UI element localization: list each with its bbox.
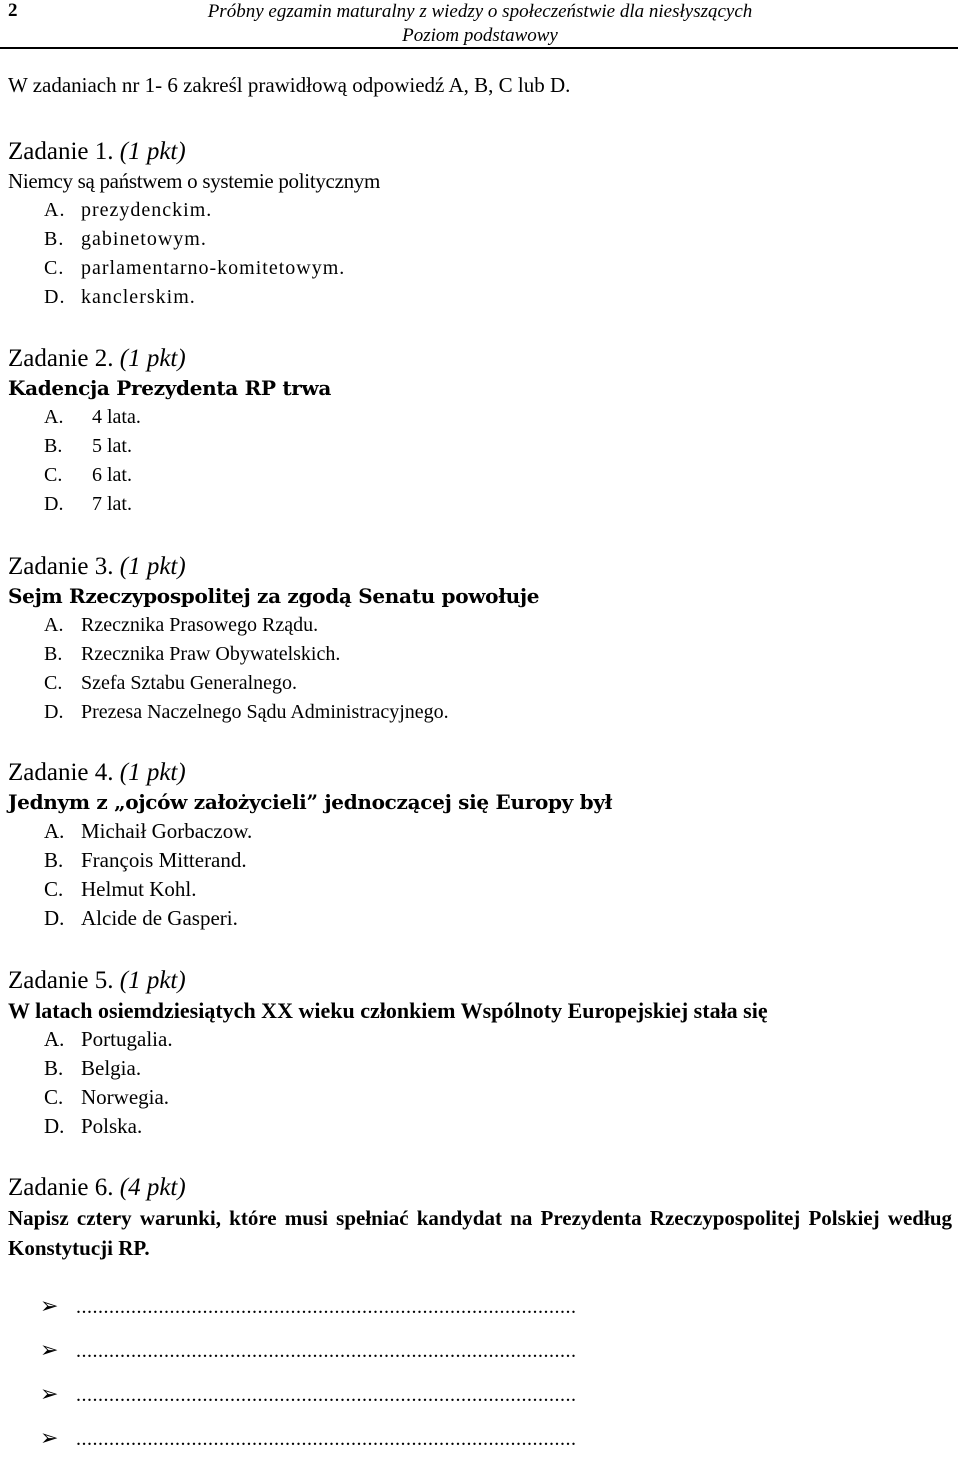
instruction: W zadaniach nr 1- 6 zakreśl prawidłową odpowiedź A, B, C lub D. [8,73,571,97]
task-2 [8,344,331,519]
task-title: Zadanie 1. [8,138,114,165]
task-heading [8,966,768,996]
option-letter: C. [44,464,63,486]
option-text: Portugalia. [81,1027,173,1051]
page-header [0,0,960,48]
arrowhead-bullet-icon: ➢ [40,1425,59,1450]
answer-dots[interactable]: ........................................................................................... [76,1384,577,1406]
option-text: 6 lat. [92,464,132,486]
task-title: Zadanie 5. [8,967,114,994]
arrowhead-bullet-icon: ➢ [40,1337,59,1362]
option-text: 7 lat. [92,493,132,515]
option-text: Rzecznika Prasowego Rządu. [81,614,319,636]
header-title-line2: Poziom podstawowy [402,25,558,46]
option-letter: D. [44,1114,65,1138]
task-question: Kadencja Prezydenta RP trwa [8,376,332,400]
option-d[interactable] [8,1112,768,1141]
option-letter: B. [44,228,65,250]
option-d[interactable] [8,283,380,312]
option-letter: A. [44,1027,65,1051]
option-d[interactable] [8,698,539,727]
task-heading [8,1173,952,1203]
task-heading [8,344,331,374]
option-letter: A. [44,406,64,428]
option-letter: D. [44,906,65,930]
option-d[interactable] [8,490,331,519]
answer-dots[interactable]: ........................................................................................... [76,1428,577,1450]
page-number: 2 [8,0,18,21]
option-text: 4 lata. [92,406,141,428]
option-d[interactable] [8,904,612,933]
option-text: 5 lat. [92,435,132,457]
task-points: (1 pkt) [119,759,186,786]
option-text: Alcide de Gasperi. [81,906,238,930]
option-letter: C. [44,257,65,279]
option-text: Belgia. [81,1056,142,1080]
option-text: Michaił Gorbaczow. [81,819,253,843]
option-text: Polska. [81,1114,143,1138]
option-c[interactable] [8,254,380,283]
task-4 [8,758,612,933]
header-rule [0,47,958,49]
option-text: prezydenckim. [81,199,213,221]
option-letter: A. [44,614,64,636]
option-a[interactable] [8,1025,768,1054]
option-text: parlamentarno-komitetowym. [81,257,346,279]
task-question: Niemcy są państwem o systemie politycznym [8,169,381,193]
header-title-line1: Próbny egzamin maturalny z wiedzy o społeczeństwie dla niesłyszących [207,1,753,22]
task-1 [8,137,380,312]
answer-dots[interactable]: ........................................................................................... [76,1340,577,1362]
answer-dots[interactable]: ........................................................................................... [76,1296,577,1318]
option-letter: B. [44,435,63,457]
option-letter: A. [44,819,65,843]
task-points: (1 pkt) [119,138,186,165]
arrowhead-bullet-icon: ➢ [40,1381,59,1406]
task-5 [8,966,768,1141]
option-c[interactable] [8,461,331,490]
task-title: Zadanie 2. [8,345,114,372]
task-question: W latach osiemdziesiątych XX wieku członkiem Wspólnoty Europejskiej stała się [8,998,768,1023]
task-title: Zadanie 4. [8,759,114,786]
task-points: (1 pkt) [119,553,186,580]
task-question: Sejm Rzeczypospolitej za zgodą Senatu powołuje [8,584,540,608]
option-text: gabinetowym. [81,228,207,250]
task-title: Zadanie 6. [8,1174,114,1201]
option-b[interactable] [8,640,539,669]
task-points: (1 pkt) [119,345,186,372]
task-question: Napisz cztery warunki, które musi spełniać kandydat na Prezydenta Rzeczypospolitej Polskiej według Konstytucji RP. [8,1206,952,1260]
answer-line-2[interactable] [40,1337,577,1381]
option-text: Szefa Sztabu Generalnego. [81,672,298,694]
answer-line-4[interactable] [40,1425,577,1469]
option-b[interactable] [8,1054,768,1083]
option-letter: D. [44,286,66,308]
task-heading [8,552,539,582]
option-letter: C. [44,1085,64,1109]
option-c[interactable] [8,669,539,698]
option-b[interactable] [8,225,380,254]
option-a[interactable] [8,817,612,846]
option-letter: D. [44,701,64,723]
task-points: (1 pkt) [119,967,186,994]
answer-list [40,1293,577,1469]
option-c[interactable] [8,1083,768,1112]
option-letter: A. [44,199,66,221]
task-question: Jednym z „ojców założycieli” jednoczącej się Europy był [8,790,613,814]
option-c[interactable] [8,875,612,904]
option-text: François Mitterand. [81,848,247,872]
answer-line-1[interactable] [40,1293,577,1337]
option-text: Prezesa Naczelnego Sądu Administracyjnego. [81,701,449,723]
task-3 [8,552,539,727]
option-a[interactable] [8,196,380,225]
option-text: Rzecznika Praw Obywatelskich. [81,643,341,665]
option-letter: B. [44,848,64,872]
option-letter: C. [44,672,63,694]
option-a[interactable] [8,403,331,432]
option-b[interactable] [8,846,612,875]
option-b[interactable] [8,432,331,461]
option-text: Helmut Kohl. [81,877,197,901]
task-points: (4 pkt) [119,1174,186,1201]
option-letter: C. [44,877,64,901]
answer-line-3[interactable] [40,1381,577,1425]
option-letter: B. [44,643,63,665]
option-a[interactable] [8,611,539,640]
task-heading [8,137,380,167]
option-text: kanclerskim. [81,286,196,308]
task-heading [8,758,612,788]
task-title: Zadanie 3. [8,553,114,580]
task-6 [8,1173,952,1263]
option-letter: B. [44,1056,64,1080]
option-letter: D. [44,493,64,515]
option-text: Norwegia. [81,1085,170,1109]
arrowhead-bullet-icon: ➢ [40,1293,59,1318]
